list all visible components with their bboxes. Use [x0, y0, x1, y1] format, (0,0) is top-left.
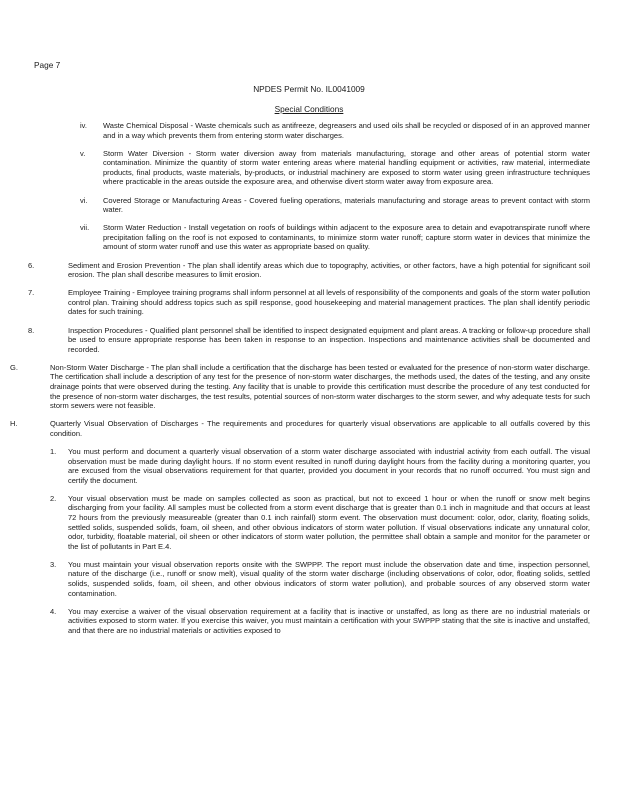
list-item-text: Storm Water Diversion - Storm water diversion away from materials manufacturing, storage and other areas of potential storm water contamination. Minimize the quantity of storm water entering areas where material handling equipment or activities, raw material, intermediate products, final products, waste materials, by-products, or industrial machinery are exposed to storm water using green infrastructure techniques where practicable in the areas outside the exposure area, and otherwise divert storm water away from exposure area.	[103, 148, 590, 187]
list-item-text: Inspection Procedures - Qualified plant personnel shall be identified to inspect designated equipment and plant areas. A tracking or follow-up procedure shall be used to ensure appropriate response has been taken in response to an inspection. Inspections and maintenance activities shall be documented and recorded.	[68, 325, 590, 354]
section-h	[10, 419, 590, 438]
numbered-item-7	[28, 288, 590, 317]
list-marker: vii.	[80, 223, 90, 233]
sub-item-iv	[28, 121, 590, 140]
list-marker: 8.	[28, 325, 35, 335]
list-marker: 7.	[28, 288, 35, 298]
list-item-text: You must perform and document a quarterly visual observation of a storm water discharge associated with industrial activity from each outfall. The visual observation must be made during daylight hours. If no storm event resulted in runoff during daylight hours from the facility during a monitoring quarter, you are excused from the visual observations requirement for that quarter, provided you document in your records that no runoff occurred. You must sign and certify the document.	[68, 446, 590, 485]
list-marker: vi.	[80, 195, 88, 205]
list-marker: 6.	[28, 260, 35, 270]
numbered-item-6	[28, 261, 590, 280]
h-item-1	[28, 447, 590, 485]
list-item-text: You may exercise a waiver of the visual observation requirement at a facility that is inactive or unstaffed, as long as there are no industrial materials or activities exposed to storm water. If you exercise this waiver, you must maintain a certification with your SWPPP stating that the site is inactive and unstaffed, and that there are no industrial materials or activities exposed to	[68, 606, 590, 635]
section-text: Quarterly Visual Observation of Discharges - The requirements and procedures for quarterly visual observations are applicable to all outfalls covered by this condition.	[50, 419, 590, 438]
page-number: Page 7	[34, 60, 61, 70]
list-marker: 4.	[50, 606, 57, 616]
list-item-text: Employee Training - Employee training programs shall inform personnel at all levels of responsibility of the components and goals of the storm water pollution control plan. Training should address topics such as spill response, good housekeeping and material management practices. The plan shall identify periodic dates for such training.	[68, 288, 590, 317]
list-marker: iv.	[80, 121, 87, 130]
section-marker: H.	[10, 419, 18, 429]
list-item-text: Covered Storage or Manufacturing Areas - Covered fueling operations, materials manufacturing and storage areas to prevent contact with storm water.	[103, 195, 590, 215]
list-item-text: You must maintain your visual observation reports onsite with the SWPPP. The report must include the observation date and time, inspection personnel, nature of the discharge (i.e., runoff or snow melt), visual quality of the storm water discharge (including observations of color, odor, floating solids, settled solids, suspended solids, foam, oil sheen, and other obvious indicators of storm water pollution), and probable sources of any observed storm water contamination.	[68, 559, 590, 598]
h-item-4	[28, 607, 590, 636]
list-item-text: Sediment and Erosion Prevention - The plan shall identify areas which due to topography, activities, or other factors, have a high potential for significant soil erosion. The plan shall describe measures to limit erosion.	[68, 260, 590, 280]
sub-item-vi	[28, 196, 590, 215]
sub-item-v	[28, 149, 590, 187]
numbered-item-8	[28, 326, 590, 355]
h-item-2	[28, 494, 590, 552]
section-heading: Special Conditions	[274, 104, 344, 114]
list-marker: 2.	[50, 493, 57, 503]
list-item-text: Storm Water Reduction - Install vegetation on roofs of buildings within adjacent to the exposure area to detain and evapotranspirate runoff where precipitation falling on the roof is not exposed to contaminants, to minimize storm water runoff; capture storm water in devices that minimize the amount of storm water runoff and use this water as appropriate based on quality.	[103, 223, 590, 252]
list-marker: 1.	[50, 446, 57, 456]
section-text: Non-Storm Water Discharge - The plan shall include a certification that the discharge has been tested or evaluated for the presence of non-storm water discharge. The certification shall include a description of any test for the presence of non-storm water discharges, the methods used, the dates of the testing, and any onsite drainage points that were observed during the testing. Any facility that is unable to provide this certification must describe the procedure of any test conducted for the presence of non-storm water discharges, the test results, potential sources of non-storm water discharges to the storm sewer, and why adequate tests for such storm sewers were not feasible.	[50, 362, 590, 411]
list-item-text: Your visual observation must be made on samples collected as soon as practical, but not to exceed 1 hour or when the runoff or snow melt begins discharging from your facility. All samples must be collected from a storm event discharge that is greater than 0.1 inch in magnitude and that occurs at least 72 hours from the previously measureable (greater than 0.1 inch rainfall) storm event. The observation must document: color, odor, clarity, floating solids, settled solids, suspended solids, foam, oil sheen, and other obvious indicators of storm water pollution. If visual observations indicate any unnatural color, odor, turbidity, floatable material, oil sheen or other indicators of storm water pollution, the permittee shall obtain a sample and monitor for the parameter or the list of pollutants in Part E.4.	[68, 493, 590, 551]
h-item-3	[28, 560, 590, 598]
list-item-text: Waste Chemical Disposal - Waste chemicals such as antifreeze, degreasers and used oils shall be recycled or disposed of in an approved manner and in a way which prevents them from entering storm water discharges.	[103, 121, 590, 140]
sub-item-vii	[28, 223, 590, 252]
list-marker: v.	[80, 148, 86, 158]
document-body	[10, 121, 590, 644]
section-g	[10, 362, 590, 411]
list-marker: 3.	[50, 559, 57, 569]
permit-number: NPDES Permit No. IL0041009	[253, 84, 365, 94]
section-marker: G.	[10, 362, 18, 372]
